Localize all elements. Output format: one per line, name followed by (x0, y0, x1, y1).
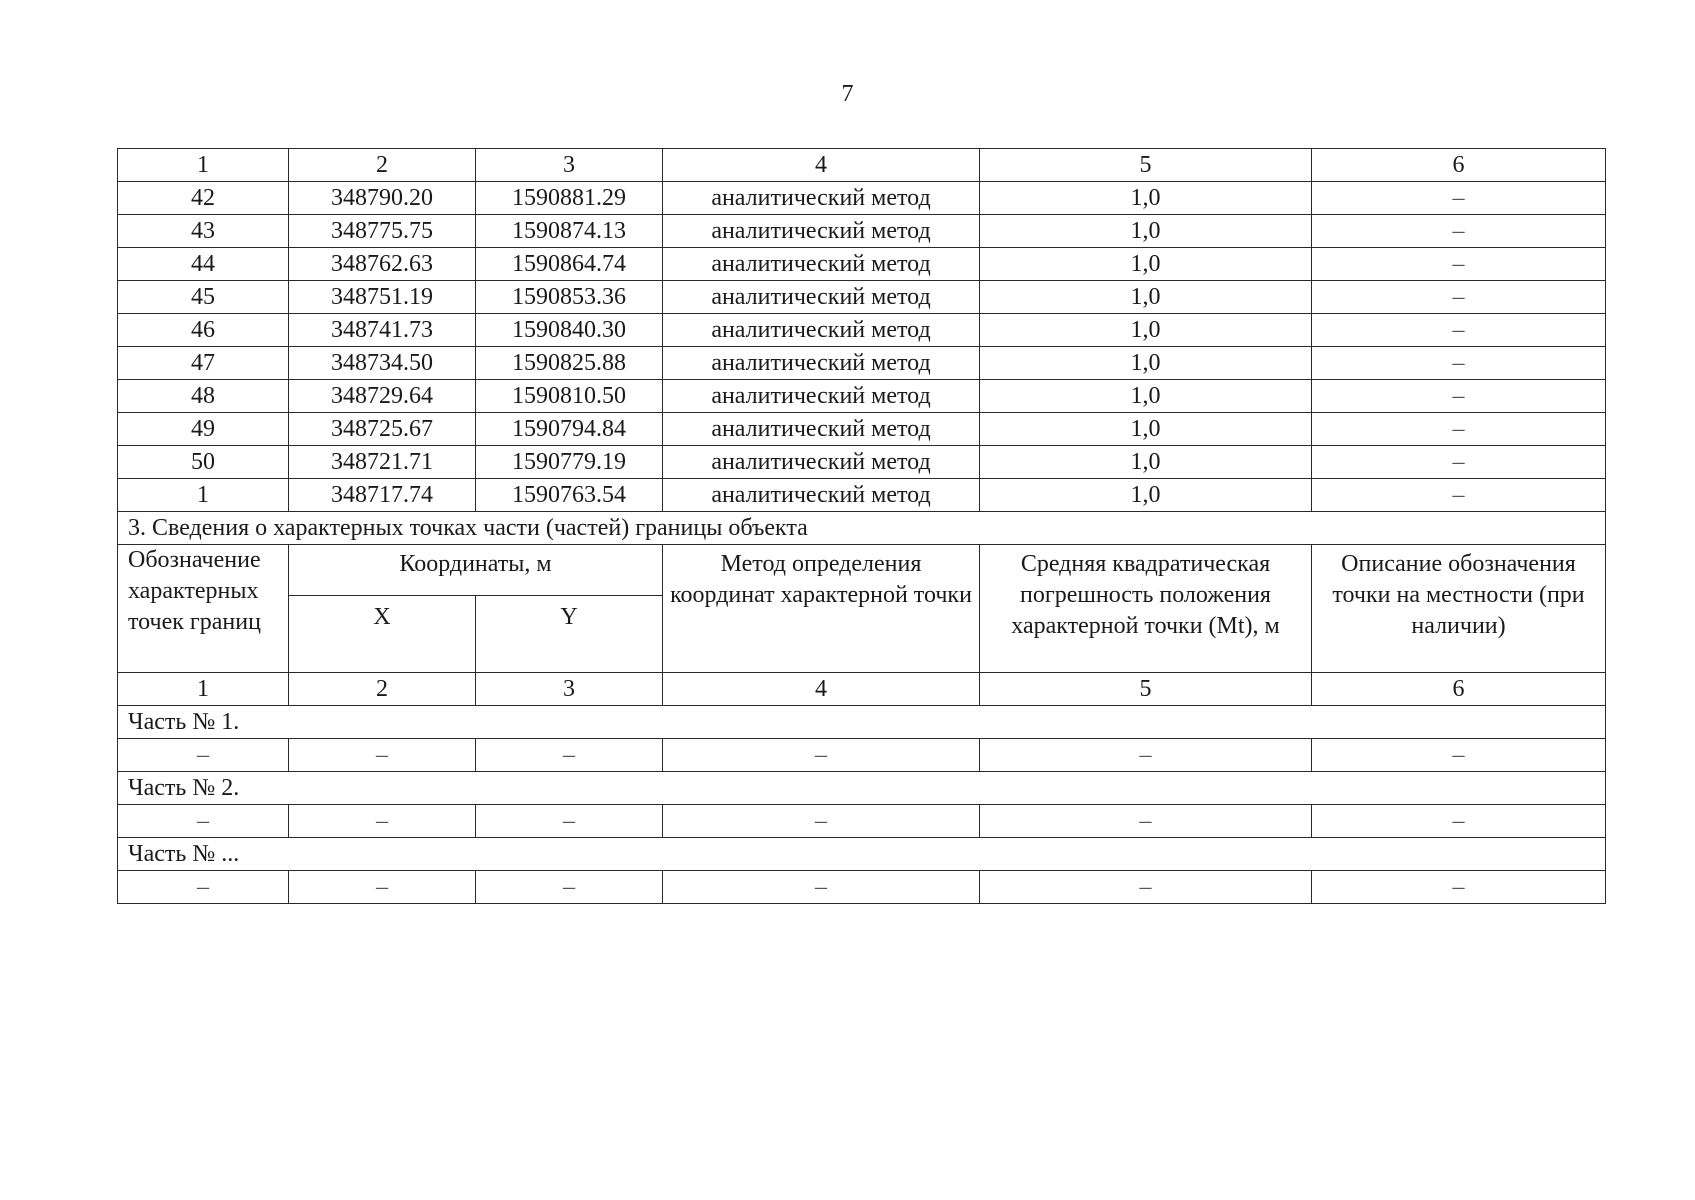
col-number-3: 3 (476, 149, 663, 182)
col-number-1: 1 (118, 149, 289, 182)
point-number: 49 (118, 413, 289, 446)
point-number: 47 (118, 347, 289, 380)
point-number: 1 (118, 479, 289, 512)
part-cell: – (289, 805, 476, 838)
coord-x: 348762.63 (289, 248, 476, 281)
coord-y: 1590794.84 (476, 413, 663, 446)
point-number: 48 (118, 380, 289, 413)
part-row (118, 805, 1606, 838)
table-row (118, 380, 1606, 413)
header-coordinates: Координаты, м (289, 545, 663, 596)
description: – (1312, 347, 1606, 380)
description: – (1312, 314, 1606, 347)
part-cell: – (476, 739, 663, 772)
method: аналитический метод (663, 380, 980, 413)
point-number: 44 (118, 248, 289, 281)
description: – (1312, 281, 1606, 314)
header-mt: Средняя квадратическая погрешность положения характерной точки (Mt), м (980, 545, 1312, 673)
s3-col-number-5: 5 (980, 673, 1312, 706)
part-cell: – (980, 871, 1312, 904)
mt-value: 1,0 (980, 347, 1312, 380)
coord-x: 348741.73 (289, 314, 476, 347)
part-cell: – (476, 871, 663, 904)
coord-y: 1590853.36 (476, 281, 663, 314)
method: аналитический метод (663, 413, 980, 446)
mt-value: 1,0 (980, 446, 1312, 479)
method: аналитический метод (663, 215, 980, 248)
part-cell: – (663, 871, 980, 904)
part-label: Часть № 1. (118, 706, 1606, 739)
coord-x: 348790.20 (289, 182, 476, 215)
description: – (1312, 248, 1606, 281)
part-cell: – (1312, 739, 1606, 772)
part-label-row (118, 838, 1606, 871)
mt-value: 1,0 (980, 248, 1312, 281)
header-method: Метод определения координат характерной точки (663, 545, 980, 673)
mt-value: 1,0 (980, 314, 1312, 347)
mt-value: 1,0 (980, 380, 1312, 413)
method: аналитический метод (663, 281, 980, 314)
table-row (118, 479, 1606, 512)
table-row (118, 215, 1606, 248)
table-row (118, 347, 1606, 380)
part-label-row (118, 772, 1606, 805)
s3-col-number-1: 1 (118, 673, 289, 706)
part-label: Часть № ... (118, 838, 1606, 871)
part-cell: – (980, 805, 1312, 838)
part-cell: – (118, 805, 289, 838)
section3-title-row (118, 512, 1606, 545)
coordinates-table (117, 148, 1606, 904)
coord-x: 348721.71 (289, 446, 476, 479)
table-row (118, 446, 1606, 479)
section3-header-row (118, 545, 1606, 596)
table-row (118, 182, 1606, 215)
header-x: X (289, 596, 476, 673)
description: – (1312, 413, 1606, 446)
point-number: 45 (118, 281, 289, 314)
col-number-2: 2 (289, 149, 476, 182)
coord-y: 1590779.19 (476, 446, 663, 479)
method: аналитический метод (663, 314, 980, 347)
description: – (1312, 182, 1606, 215)
coord-y: 1590881.29 (476, 182, 663, 215)
method: аналитический метод (663, 182, 980, 215)
mt-value: 1,0 (980, 182, 1312, 215)
coord-x: 348734.50 (289, 347, 476, 380)
s3-col-number-4: 4 (663, 673, 980, 706)
method: аналитический метод (663, 479, 980, 512)
part-cell: – (980, 739, 1312, 772)
table-row (118, 413, 1606, 446)
part-cell: – (1312, 871, 1606, 904)
part-cell: – (1312, 805, 1606, 838)
section3-title: 3. Сведения о характерных точках части (частей) границы объекта (118, 512, 1606, 545)
col-number-6: 6 (1312, 149, 1606, 182)
coord-y: 1590864.74 (476, 248, 663, 281)
header-y: Y (476, 596, 663, 673)
coord-y: 1590825.88 (476, 347, 663, 380)
coord-x: 348717.74 (289, 479, 476, 512)
description: – (1312, 215, 1606, 248)
point-number: 43 (118, 215, 289, 248)
coord-y: 1590810.50 (476, 380, 663, 413)
s3-col-number-2: 2 (289, 673, 476, 706)
section3-body (118, 512, 1606, 706)
part-cell: – (663, 805, 980, 838)
coord-x: 348729.64 (289, 380, 476, 413)
parts-table-body (118, 706, 1606, 904)
coord-x: 348775.75 (289, 215, 476, 248)
points-table-body (118, 149, 1606, 512)
col-number-5: 5 (980, 149, 1312, 182)
s3-col-number-3: 3 (476, 673, 663, 706)
method: аналитический метод (663, 446, 980, 479)
description: – (1312, 479, 1606, 512)
part-cell: – (663, 739, 980, 772)
point-number: 50 (118, 446, 289, 479)
table-row (118, 281, 1606, 314)
page-number: 7 (841, 81, 854, 107)
section3-column-number-row (118, 673, 1606, 706)
coord-y: 1590874.13 (476, 215, 663, 248)
description: – (1312, 380, 1606, 413)
part-label: Часть № 2. (118, 772, 1606, 805)
table-row (118, 248, 1606, 281)
coord-x: 348725.67 (289, 413, 476, 446)
table-row (118, 314, 1606, 347)
part-label-row (118, 706, 1606, 739)
point-number: 42 (118, 182, 289, 215)
mt-value: 1,0 (980, 413, 1312, 446)
mt-value: 1,0 (980, 281, 1312, 314)
header-description: Описание обозначения точки на местности (при наличии) (1312, 545, 1606, 673)
point-number: 46 (118, 314, 289, 347)
header-designation: Обозначение характерных точек границ (118, 545, 289, 673)
part-cell: – (476, 805, 663, 838)
description: – (1312, 446, 1606, 479)
coord-y: 1590763.54 (476, 479, 663, 512)
s3-col-number-6: 6 (1312, 673, 1606, 706)
coord-y: 1590840.30 (476, 314, 663, 347)
part-cell: – (289, 871, 476, 904)
part-row (118, 739, 1606, 772)
part-cell: – (118, 871, 289, 904)
coord-x: 348751.19 (289, 281, 476, 314)
method: аналитический метод (663, 347, 980, 380)
mt-value: 1,0 (980, 215, 1312, 248)
column-number-row (118, 149, 1606, 182)
method: аналитический метод (663, 248, 980, 281)
col-number-4: 4 (663, 149, 980, 182)
part-row (118, 871, 1606, 904)
mt-value: 1,0 (980, 479, 1312, 512)
part-cell: – (118, 739, 289, 772)
part-cell: – (289, 739, 476, 772)
